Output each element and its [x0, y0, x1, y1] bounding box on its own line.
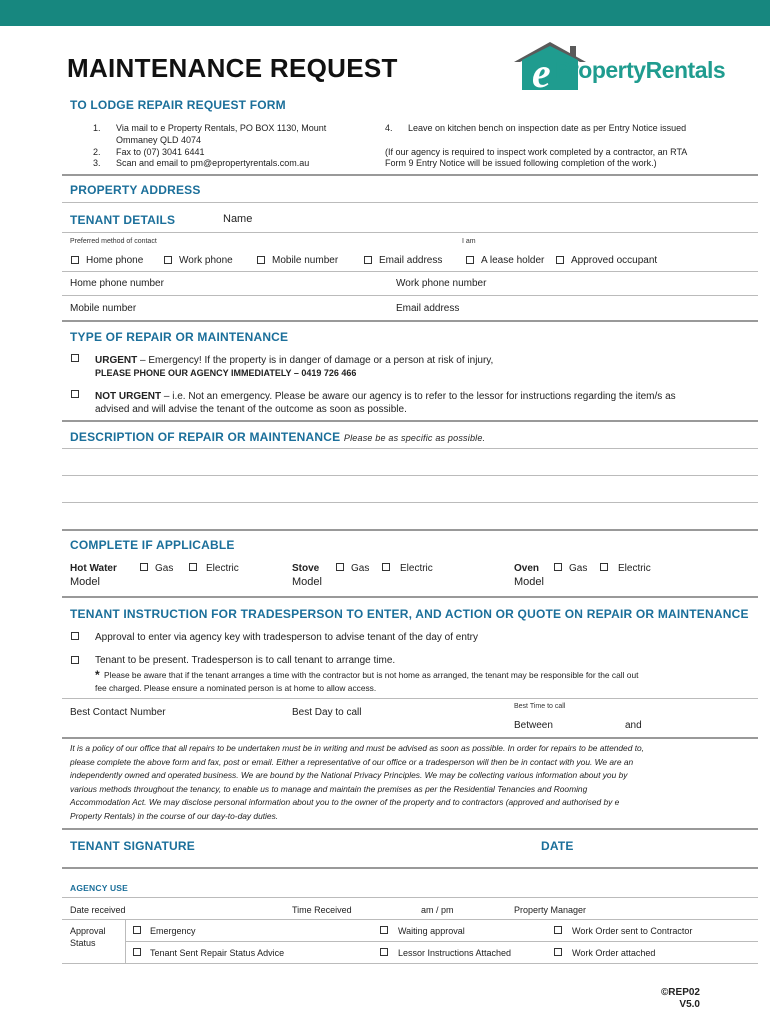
note-star: * — [95, 668, 100, 682]
form-code: ©REP02 — [660, 987, 700, 998]
mobile-checkbox[interactable] — [257, 256, 265, 264]
hot-water-electric-checkbox[interactable] — [189, 563, 197, 571]
name-label: Name — [223, 213, 253, 225]
description-line-3[interactable] — [62, 502, 758, 503]
stove-label: Stove — [292, 563, 320, 574]
approved-occupant-checkbox[interactable] — [556, 256, 564, 264]
stove-electric-label: Electric — [400, 563, 433, 574]
lodge-num-2: 2. — [93, 147, 101, 157]
approval-text: Approval to enter via agency key with tradesperson to advise tenant of the day of entry — [95, 632, 479, 643]
divider — [62, 271, 758, 272]
ampm-label: am / pm — [421, 905, 454, 915]
hot-water-gas-label: Gas — [155, 563, 174, 574]
work-order-sent-checkbox[interactable] — [554, 926, 562, 934]
lodge-item-3: Scan and email to pm@epropertyrentals.com.au — [116, 158, 310, 168]
tenant-sent-label: Tenant Sent Repair Status Advice — [150, 948, 285, 958]
not-urgent-text-2: advised and will advise the tenant of the outcome as soon as possible. — [95, 404, 407, 415]
approved-occupant-option: Approved occupant — [571, 255, 658, 266]
hot-water-label: Hot Water — [70, 563, 117, 574]
urgent-text: URGENT – Emergency! If the property is in danger of damage or a person at risk of injury, — [95, 355, 494, 366]
home-phone-checkbox[interactable] — [71, 256, 79, 264]
approval-status-label-1: Approval — [70, 926, 106, 936]
description-line-2[interactable] — [62, 475, 758, 476]
lease-holder-checkbox[interactable] — [466, 256, 474, 264]
lodge-item-2: Fax to (07) 3041 6441 — [116, 147, 205, 157]
oven-electric-label: Electric — [618, 563, 651, 574]
lessor-instructions-checkbox[interactable] — [380, 948, 388, 956]
urgent-phone: PLEASE PHONE OUR AGENCY IMMEDIATELY – 0419 726 466 — [95, 368, 357, 378]
divider — [62, 963, 758, 964]
lodge-num-4: 4. — [385, 123, 393, 133]
urgent-checkbox[interactable] — [71, 354, 79, 362]
hot-water-electric-label: Electric — [206, 563, 239, 574]
work-phone-option: Work phone — [179, 255, 233, 266]
lodge-heading: TO LODGE REPAIR REQUEST FORM — [70, 98, 286, 112]
email-checkbox[interactable] — [364, 256, 372, 264]
lodge-note-2: Form 9 Entry Notice will be issued following completion of the work.) — [385, 158, 657, 168]
hot-water-gas-checkbox[interactable] — [140, 563, 148, 571]
hot-water-model: Model — [70, 576, 100, 588]
tenant-present-text: Tenant to be present. Tradesperson is to call tenant to arrange time. — [95, 655, 396, 666]
between-label: Between — [514, 720, 553, 731]
repair-type-heading: TYPE OF REPAIR OR MAINTENANCE — [70, 330, 289, 344]
lodge-item-1: Via mail to e Property Rentals, PO BOX 1130, Mount — [116, 123, 327, 133]
divider — [62, 737, 758, 739]
oven-gas-label: Gas — [569, 563, 588, 574]
agency-heading: AGENCY USE — [70, 883, 129, 893]
divider — [62, 897, 758, 898]
stove-electric-checkbox[interactable] — [382, 563, 390, 571]
tradesperson-heading: TENANT INSTRUCTION FOR TRADESPERSON TO ENTER, AND ACTION OR QUOTE ON REPAIR OR MAINTENANCE — [70, 607, 749, 621]
waiting-approval-label: Waiting approval — [398, 926, 465, 936]
work-phone-checkbox[interactable] — [164, 256, 172, 264]
signature-heading: TENANT SIGNATURE — [70, 839, 195, 853]
tenant-present-checkbox[interactable] — [71, 656, 79, 664]
signature-line[interactable] — [62, 867, 758, 869]
tradesperson-note-2: fee charged. Please ensure a nominated person is at home to allow access. — [95, 683, 377, 693]
date-heading: DATE — [541, 839, 574, 853]
form-version: V5.0 — [679, 999, 700, 1010]
work-order-attached-checkbox[interactable] — [554, 948, 562, 956]
tenant-sent-checkbox[interactable] — [133, 948, 141, 956]
name-line[interactable] — [62, 232, 758, 233]
approval-status-label-2: Status — [70, 938, 96, 948]
lodge-num-1: 1. — [93, 123, 101, 133]
divider — [62, 919, 758, 920]
emergency-label: Emergency — [150, 926, 196, 936]
contact-method-label: Preferred method of contact — [70, 238, 157, 245]
property-manager-label: Property Manager — [514, 905, 587, 915]
home-phone-option: Home phone — [86, 255, 144, 266]
logo-letter: e — [532, 51, 551, 96]
date-received-label: Date received — [70, 905, 126, 915]
best-number-label: Best Contact Number — [70, 707, 166, 718]
lodge-item-1b: Ommaney QLD 4074 — [116, 135, 202, 145]
lodge-note-1: (If our agency is required to inspect work completed by a contractor, an RTA — [385, 147, 688, 157]
approval-checkbox[interactable] — [71, 632, 79, 640]
email-option: Email address — [379, 255, 443, 266]
applicable-heading: COMPLETE IF APPLICABLE — [70, 538, 235, 552]
best-day-label: Best Day to call — [292, 707, 362, 718]
page-title: MAINTENANCE REQUEST — [67, 53, 398, 83]
divider — [62, 828, 758, 830]
best-time-label: Best Time to call — [514, 703, 566, 710]
policy-text: It is a policy of our office that all repairs to be undertaken must be in writing and must be advised as soon as possible. In order for repairs to be attended to, please complete the above form and fax, post or email. Either a representative of our office or a tradesperson will then be in contact with you. We are an independently owned and operated business. We are bound by the National Privacy Principles. We may be collecting various information about you by various methods throughout the tenancy, to enable us to manage and maintain the premises as per the Residential Tenancies and Rooming Accommodation Act. We may disclose personal information about you to the owner of the property and to contractors (approved and authorised by e Property Rentals) in the course of our day-to-day duties. — [70, 743, 645, 821]
description-heading: DESCRIPTION OF REPAIR OR MAINTENANCE Please be as specific as possible. — [70, 430, 486, 444]
divider — [125, 941, 758, 942]
lease-holder-option: A lease holder — [481, 255, 545, 266]
divider — [62, 420, 758, 422]
property-address-line[interactable] — [62, 202, 758, 203]
lodge-num-3: 3. — [93, 158, 101, 168]
not-urgent-text: NOT URGENT – i.e. Not an emergency. Please be aware our agency is to refer to the lessor for instructions regarding the item/s as — [95, 391, 676, 402]
mobile-option: Mobile number — [272, 255, 339, 266]
stove-gas-checkbox[interactable] — [336, 563, 344, 571]
work-phone-label: Work phone number — [396, 278, 487, 289]
phone-line[interactable] — [62, 295, 758, 296]
oven-model: Model — [514, 576, 544, 588]
divider — [62, 174, 758, 176]
not-urgent-checkbox[interactable] — [71, 390, 79, 398]
divider — [62, 320, 758, 322]
and-label: and — [625, 720, 642, 731]
description-line-1[interactable] — [62, 448, 758, 449]
top-banner — [0, 0, 770, 26]
divider — [62, 698, 758, 699]
divider — [62, 529, 758, 531]
waiting-approval-checkbox[interactable] — [380, 926, 388, 934]
tenant-heading: TENANT DETAILS — [70, 213, 176, 227]
home-phone-label: Home phone number — [70, 278, 164, 289]
mobile-label: Mobile number — [70, 303, 137, 314]
lessor-instructions-label: Lessor Instructions Attached — [398, 948, 512, 958]
work-order-sent-label: Work Order sent to Contractor — [572, 926, 693, 936]
stove-model: Model — [292, 576, 322, 588]
property-address-heading: PROPERTY ADDRESS — [70, 183, 201, 197]
time-received-label: Time Received — [292, 905, 352, 915]
oven-label: Oven — [514, 563, 540, 574]
divider — [62, 596, 758, 598]
tradesperson-note-1: Please be aware that if the tenant arranges a time with the contractor but is not home as arranged, the tenant may be responsible for the call out — [104, 670, 639, 680]
work-order-attached-label: Work Order attached — [572, 948, 656, 958]
email-label: Email address — [396, 303, 460, 314]
stove-gas-label: Gas — [351, 563, 370, 574]
iam-label: I am — [462, 238, 476, 245]
oven-electric-checkbox[interactable] — [600, 563, 608, 571]
lodge-item-4: Leave on kitchen bench on inspection date as per Entry Notice issued — [408, 123, 687, 133]
oven-gas-checkbox[interactable] — [554, 563, 562, 571]
logo-text: PropertyRentals — [555, 57, 726, 83]
emergency-checkbox[interactable] — [133, 926, 141, 934]
